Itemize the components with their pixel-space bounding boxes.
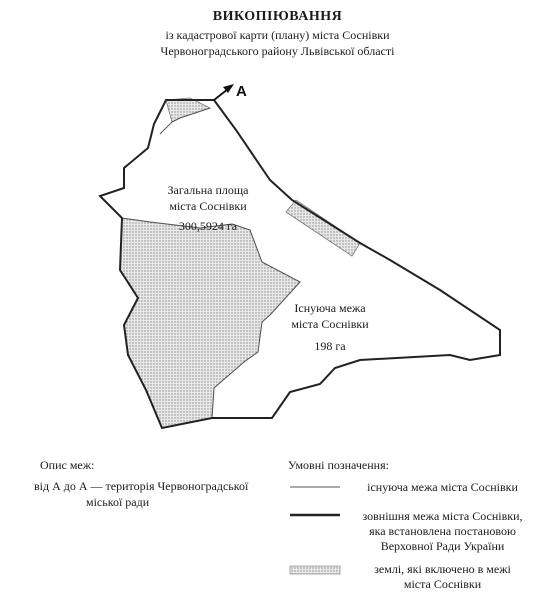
- total-area-line2: міста Соснівки: [169, 199, 247, 213]
- legend-title: Умовні позначення:: [288, 458, 389, 472]
- existing-boundary-line1: Існуюча межа: [294, 301, 366, 315]
- existing-boundary-label: [270, 300, 390, 354]
- document-subtitle-2: Червоноградського району Львівської області: [160, 44, 395, 58]
- boundary-description-title: Опис меж:: [40, 458, 95, 472]
- legend-item-text: яка встановлена постановою: [369, 524, 516, 538]
- legend-item-text: землі, які включено в межі: [374, 562, 511, 576]
- legend-item-existing-boundary: [345, 480, 540, 495]
- point-a-label: А: [236, 83, 247, 100]
- boundary-description: [34, 478, 274, 510]
- boundary-description-line2: міської ради: [86, 495, 150, 509]
- legend-item-added-lands: [345, 562, 540, 592]
- legend-item-text: Верховної Ради України: [380, 539, 505, 553]
- existing-boundary-line2: міста Соснівки: [291, 317, 369, 331]
- legend-hatched-symbol: [290, 566, 340, 574]
- legend-item-outer-boundary: [345, 509, 540, 554]
- total-area-line1: Загальна площа: [167, 183, 249, 197]
- existing-boundary-value: 198 га: [314, 339, 346, 353]
- boundary-description-line1: від А до А — територія Червоноградської: [34, 479, 249, 493]
- document-subtitle-1: із кадастрової карти (плану) міста Соснівки: [165, 28, 390, 42]
- total-area-value: 300,5924 га: [178, 219, 238, 233]
- legend-item-text: зовнішня межа міста Соснівки,: [362, 509, 523, 523]
- total-area-label: [148, 182, 268, 234]
- point-a-arrow: [214, 89, 228, 100]
- added-land-area-east: [286, 200, 360, 256]
- legend-item-text: існуюча межа міста Соснівки: [367, 480, 518, 494]
- legend-item-text: міста Соснівки: [403, 577, 482, 591]
- document-title: ВИКОПІЮВАННЯ: [212, 9, 343, 24]
